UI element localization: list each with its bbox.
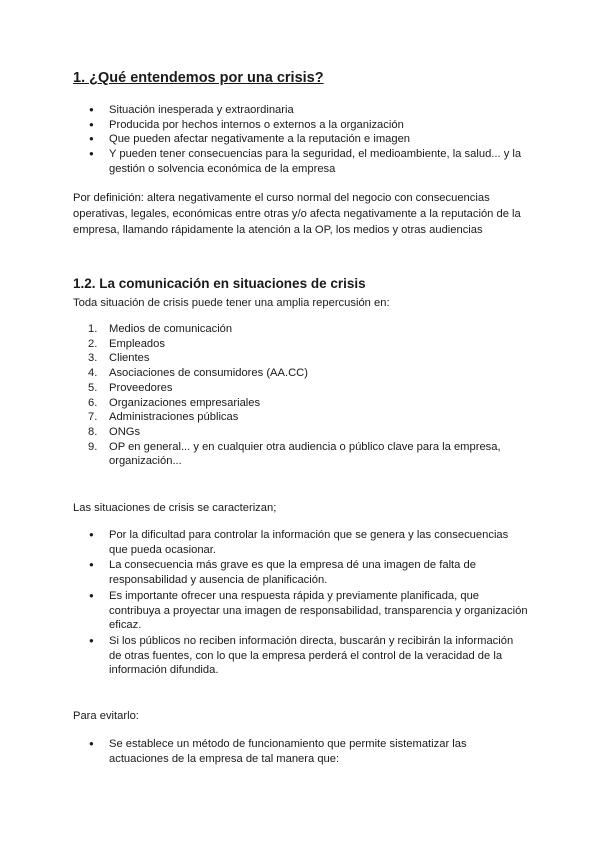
list-item: ● Por la dificultad para controlar la información que se genera y las consecuencias que pueda ocasionar. bbox=[73, 528, 528, 557]
list-item bbox=[73, 396, 528, 411]
list-item: ● Se establece un método de funcionamiento que permite sistematizar las actuaciones de la empresa de tal manera que: bbox=[73, 737, 528, 766]
list-item-text: OP en general... y en cualquier otra audiencia o público clave para la empresa, organización... bbox=[109, 440, 501, 468]
avoid-intro: Para evitarlo: bbox=[73, 710, 139, 722]
definition-paragraph: Por definición: altera negativamente el curso normal del negocio con consecuencias operativas, legales, económicas entre otras y/o afecta negativamente a la reputación de la empresa, llamando rápidamente la atención a la OP, los medios y otras audiencias bbox=[73, 192, 521, 236]
list-item-text: ONGs bbox=[109, 425, 141, 438]
list-item bbox=[73, 337, 528, 352]
list-item: ● Y pueden tener consecuencias para la seguridad, el medioambiente, la salud... y la gestión o solvencia económica de la empresa bbox=[73, 147, 528, 176]
list-item: ● Producida por hechos internos o externos a la organización bbox=[73, 118, 528, 133]
section-1-heading: 1. ¿Qué entendemos por una crisis? bbox=[73, 70, 324, 86]
list-item: ● La consecuencia más grave es que la empresa dé una imagen de falta de responsabilidad y ausencia de planificación. bbox=[73, 558, 528, 587]
repercussion-intro: Toda situación de crisis puede tener una amplia repercusión en: bbox=[73, 297, 390, 309]
audiences-list bbox=[73, 322, 528, 469]
list-number: 9. bbox=[88, 440, 98, 453]
list-item bbox=[73, 381, 528, 396]
list-item: ● Si los públicos no reciben información directa, buscarán y recibirán la información de otras fuentes, con lo que la empresa perderá el control de la veracidad de la información difundida. bbox=[73, 634, 528, 678]
list-number: 7. bbox=[88, 411, 98, 424]
list-item-text: Asociaciones de consumidores (AA.CC) bbox=[109, 367, 308, 380]
list-number: 2. bbox=[88, 337, 98, 350]
list-item: ● Situación inesperada y extraordinaria bbox=[73, 103, 528, 118]
list-item bbox=[73, 322, 528, 337]
list-item bbox=[73, 425, 528, 440]
list-number: 8. bbox=[88, 425, 98, 438]
list-item bbox=[73, 410, 528, 425]
list-item-text: Clientes bbox=[109, 352, 150, 365]
list-item-text: Administraciones públicas bbox=[109, 411, 239, 424]
list-number: 6. bbox=[88, 396, 98, 409]
crisis-features-list bbox=[73, 103, 528, 177]
list-number: 1. bbox=[88, 323, 98, 335]
characteristics-list bbox=[73, 528, 528, 679]
list-item bbox=[73, 351, 528, 366]
list-number: 3. bbox=[88, 352, 98, 365]
list-item-text: Empleados bbox=[109, 337, 165, 350]
section-1-2-heading: 1.2. La comunicación en situaciones de crisis bbox=[73, 276, 366, 291]
list-item-text: Proveedores bbox=[109, 381, 173, 394]
list-item: ● Es importante ofrecer una respuesta rápida y previamente planificada, que contribuya a proyectar una imagen de responsabilidad, transparencia y organización eficaz. bbox=[73, 589, 528, 633]
characterize-intro: Las situaciones de crisis se caracterizan; bbox=[73, 502, 277, 514]
list-item bbox=[73, 440, 528, 469]
list-item: ● Que pueden afectar negativamente a la reputación e imagen bbox=[73, 132, 528, 147]
list-item-text: Medios de comunicación bbox=[109, 323, 233, 335]
list-number: 4. bbox=[88, 367, 98, 380]
list-item-text: Organizaciones empresariales bbox=[109, 396, 261, 409]
list-item bbox=[73, 366, 528, 381]
avoid-list bbox=[73, 737, 528, 766]
list-number: 5. bbox=[88, 381, 98, 394]
